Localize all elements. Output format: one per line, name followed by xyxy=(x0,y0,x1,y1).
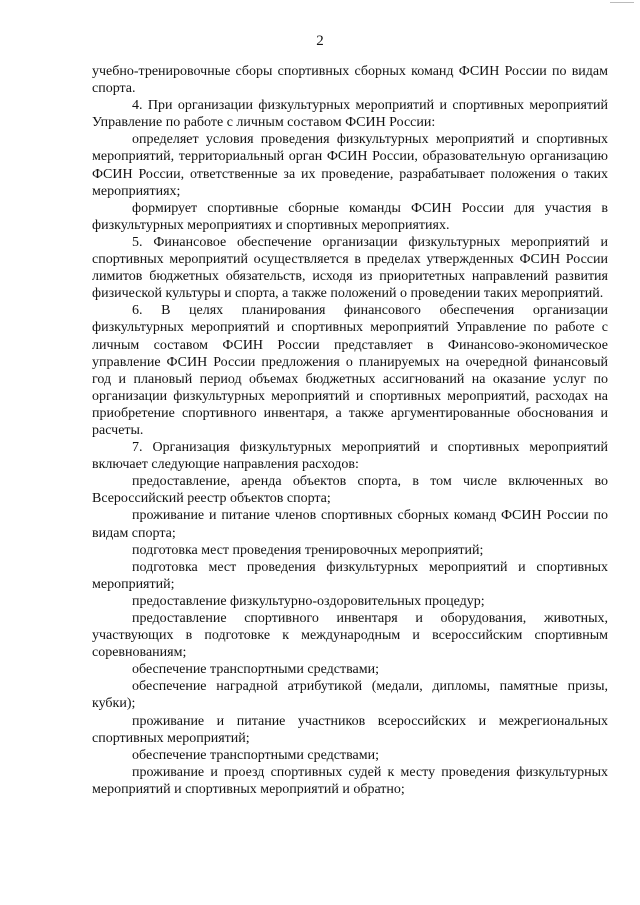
paragraph-11: предоставление физкультурно-оздоровительных процедур; xyxy=(132,593,485,609)
paragraph-2: определяет условия проведения физкультурных мероприятий и спортивных мероприятий, территориальный орган ФСИН России, образовательную организацию ФСИН России, ответственные за их проведение, разрабатывает положения о таких мероприятиях; xyxy=(92,132,608,199)
paragraph-17: проживание и проезд спортивных судей к месту проведения физкультурных мероприятий и спортивных мероприятий и обратно; xyxy=(92,764,608,797)
document-body xyxy=(92,63,608,798)
corner-mark xyxy=(610,2,634,3)
paragraph-9: подготовка мест проведения тренировочных мероприятий; xyxy=(132,542,484,558)
paragraph-12: предоставление спортивного инвентаря и оборудования, животных, участвующих в подготовке к международным и всероссийским спортивным соревнованиям; xyxy=(92,611,608,661)
paragraph-3: формирует спортивные сборные команды ФСИН России для участия в физкультурных мероприятиях и спортивных мероприятиях. xyxy=(92,200,608,233)
paragraph-5: 6. В целях планирования финансового обеспечения организации физкультурных мероприятий и спортивных мероприятий Управление по работе с личным составом ФСИН России представляет в Финансово-экономическое управление ФСИН России предложения о планируемых на очередной финансовый год и плановый период объемах бюджетных ассигнований на оказание услуг по организации физкультурных мероприятий и спортивных мероприятий, расходах на приобретение спортивного инвентаря, а также аргументированные обоснования и расчеты. xyxy=(92,303,608,438)
page-number: 2 xyxy=(316,33,324,49)
paragraph-13: обеспечение транспортными средствами; xyxy=(132,662,379,678)
paragraph-0: учебно-тренировочные сборы спортивных сборных команд ФСИН России по видам спорта. xyxy=(92,64,608,97)
paragraph-10: подготовка мест проведения физкультурных мероприятий и спортивных мероприятий; xyxy=(92,559,608,592)
paragraph-14: обеспечение наградной атрибутикой (медали, дипломы, памятные призы, кубки); xyxy=(92,679,608,712)
paragraph-6: 7. Организация физкультурных мероприятий и спортивных мероприятий включает следующие направления расходов: xyxy=(92,440,608,473)
paragraph-8: проживание и питание членов спортивных сборных команд ФСИН России по видам спорта; xyxy=(92,508,608,541)
paragraph-1: 4. При организации физкультурных мероприятий и спортивных мероприятий Управление по работе с личным составом ФСИН России: xyxy=(92,98,608,131)
paragraph-4: 5. Финансовое обеспечение организации физкультурных мероприятий и спортивных мероприятий осуществляется в пределах утвержденных ФСИН России лимитов бюджетных обязательств, исходя из приоритетных направлений развития физической культуры и спорта, а также положений о проведении таких мероприятий. xyxy=(92,234,608,302)
paragraph-7: предоставление, аренда объектов спорта, в том числе включенных во Всероссийский реестр объектов спорта; xyxy=(92,474,608,507)
paragraph-16: обеспечение транспортными средствами; xyxy=(132,747,379,763)
paragraph-15: проживание и питание участников всероссийских и межрегиональных спортивных мероприятий; xyxy=(92,713,608,746)
